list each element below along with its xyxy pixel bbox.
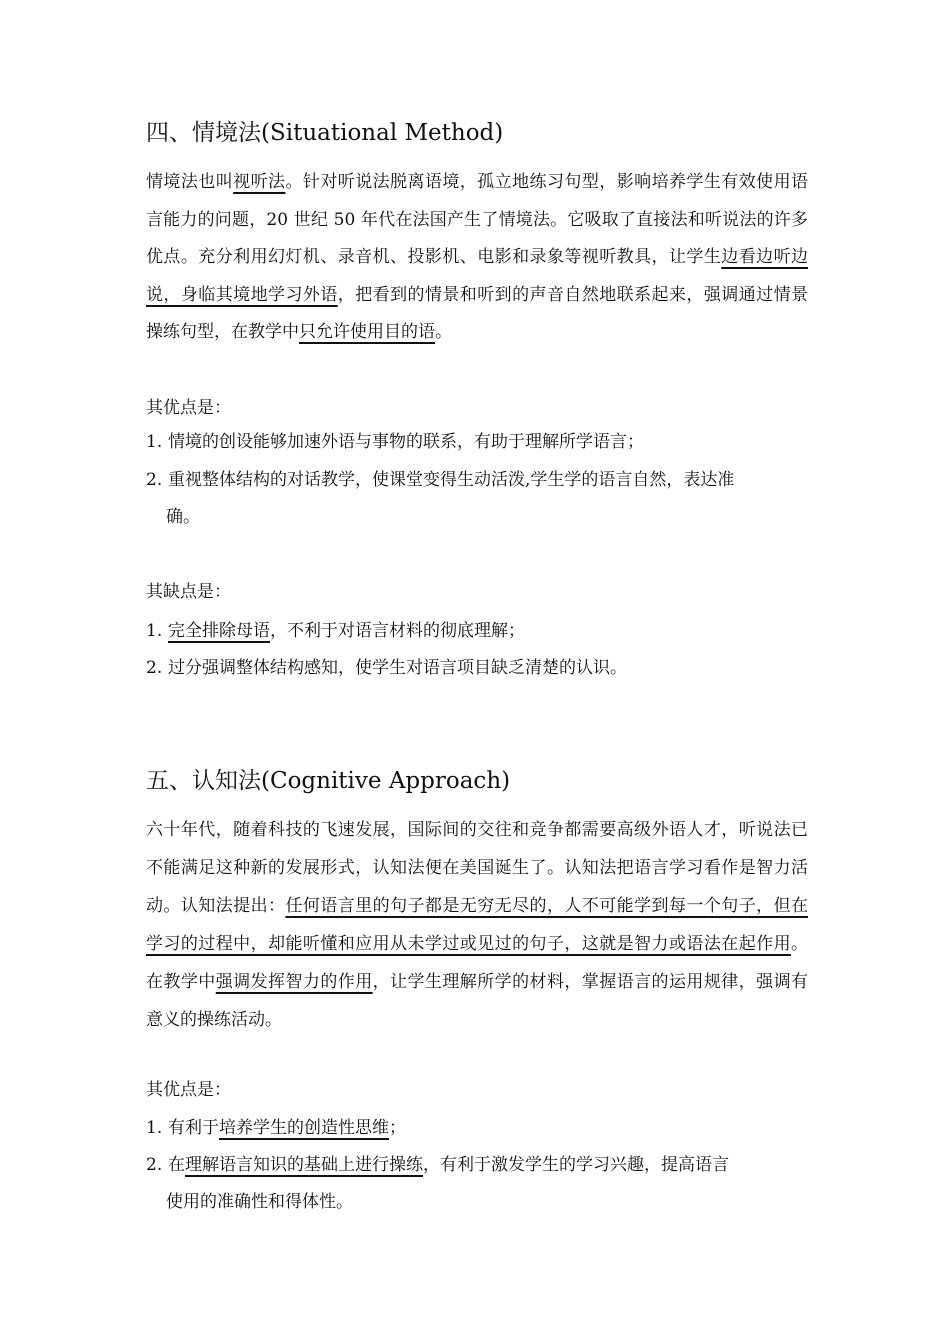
disadvantages-label: 其缺点是： — [146, 582, 231, 602]
list-item: 2. 在理解语言知识的基础上进行操练，有利于激发学生的学习兴趣，提高语言 使用的准确性和得体性。 — [146, 1155, 729, 1212]
advantages-label: 其优点是： — [146, 1080, 231, 1100]
list-item: 1. 情境的创设能够加速外语与事物的联系，有助于理解所学语言； — [146, 432, 644, 452]
list-item: 1. 有利于培养学生的创造性思维； — [146, 1118, 406, 1138]
underlined-phrase: 边看边听边说，身临其境地学习外语 — [146, 247, 809, 305]
section-4-heading: 四、情境法(Situational Method) — [146, 120, 504, 146]
underlined-phrase: 只允许使用目的语 — [299, 322, 435, 343]
underlined-phrase: 完全排除母语 — [168, 621, 270, 641]
underlined-term: 视听法 — [233, 172, 286, 192]
list-item: 2. 过分强调整体结构感知，使学生对语言项目缺乏清楚的认识。 — [146, 658, 627, 678]
underlined-phrase: 理解语言知识的基础上进行操练 — [185, 1155, 423, 1175]
list-item: 2. 重视整体结构的对话教学，使课堂变得生动活泼,学生学的语言自然，表达准 确。 — [146, 470, 735, 527]
section-5-heading: 五、认知法(Cognitive Approach) — [146, 768, 511, 794]
list-item: 1. 完全排除母语，不利于对语言材料的彻底理解； — [146, 621, 525, 641]
advantages-label: 其优点是： — [146, 398, 231, 418]
underlined-phrase: 任何语言里的句子都是无穷无尽的，人不可能学到每一个句子，但在学习的过程中，却能听懂和应用从未学过或见过的句子，这就是智力或语法在起作用 — [146, 896, 809, 954]
underlined-phrase: 强调发挥智力的作用 — [215, 972, 373, 992]
section-4-intro: 情境法也叫视听法。针对听说法脱离语境，孤立地练习句型，影响培养学生有效使用语言能力的问题，20 世纪 50 年代在法国产生了情境法。它吸取了直接法和听说法的许多优点。充分利用幻灯机、录音机、投影机、电影和录象等视听教具，让学生边看边听边说，身临其境地学习外语，把看到的情景和听到的声音自然地联系起来，强调通过情景操练句型，在教学中只允许使用目的语。 — [146, 172, 809, 343]
section-5-intro: 六十年代，随着科技的飞速发展，国际间的交往和竞争都需要高级外语人才，听说法已不能满足这种新的发展形式，认知法便在美国诞生了。认知法把语言学习看作是智力活动。认知法提出：任何语言里的句子都是无穷无尽的，人不可能学到每一个句子，但在学习的过程中，却能听懂和应用从未学过或见过的句子，这就是智力或语法在起作用。在教学中强调发挥智力的作用，让学生理解所学的材料，掌握语言的运用规律，强调有意义的操练活动。 — [146, 820, 809, 1030]
underlined-phrase: 培养学生的创造性思维 — [219, 1118, 389, 1138]
